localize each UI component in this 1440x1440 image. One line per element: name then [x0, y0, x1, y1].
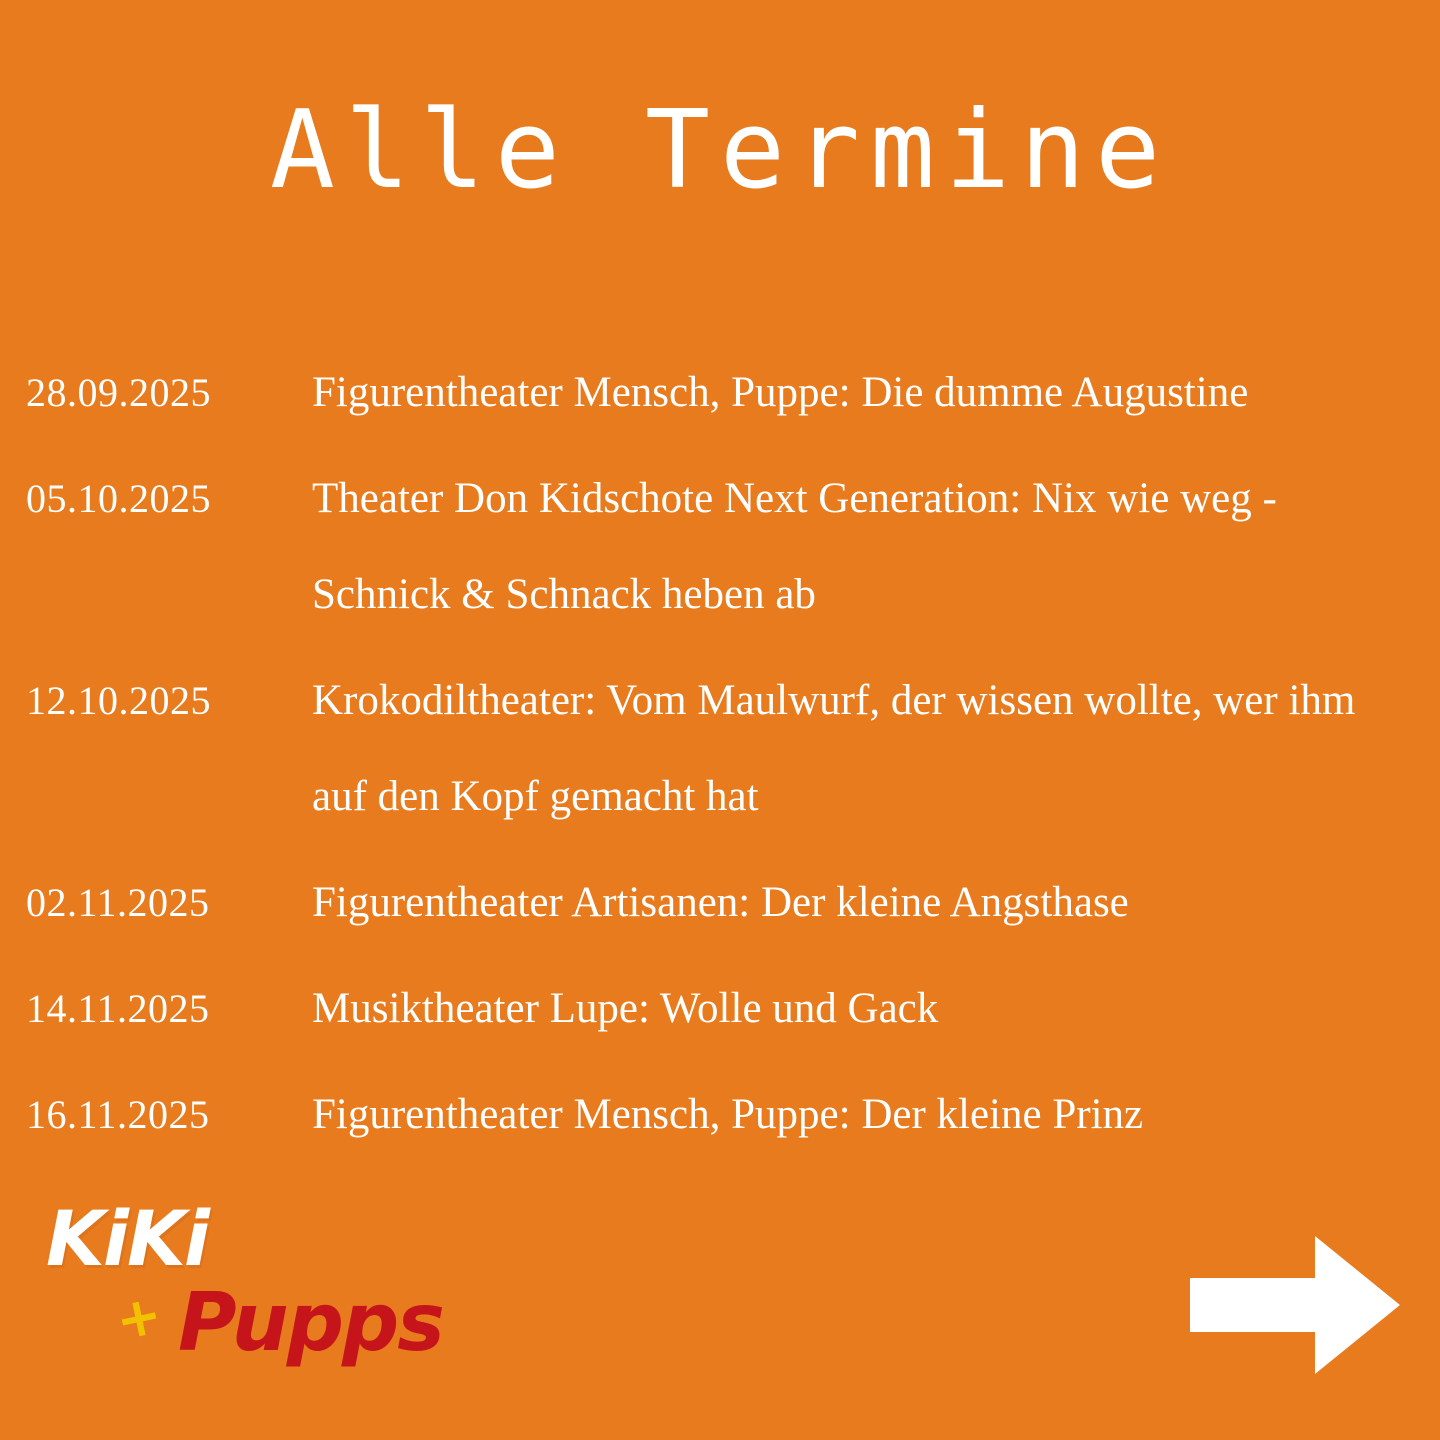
event-date: 05.10.2025	[26, 476, 211, 521]
event-title: Theater Don Kidschote Next Generation: Nix wie weg - Schnick & Schnack heben ab	[312, 475, 1277, 618]
list-item	[26, 345, 1416, 441]
logo-word-pupps: Pupps	[178, 1276, 443, 1369]
arrow-right-icon[interactable]	[1190, 1230, 1400, 1380]
event-schedule-list	[26, 345, 1416, 1173]
list-item	[26, 451, 1416, 643]
event-title: Figurentheater Mensch, Puppe: Der kleine Prinz	[312, 1091, 1144, 1138]
brand-logo	[28, 1188, 478, 1398]
event-date: 14.11.2025	[26, 986, 210, 1031]
event-date: 16.11.2025	[26, 1092, 210, 1137]
event-title: Krokodiltheater: Vom Maulwurf, der wissen wollte, wer ihm auf den Kopf gemacht hat	[312, 677, 1356, 820]
logo-word-kiki: KiKi	[46, 1194, 208, 1283]
list-item	[26, 653, 1416, 845]
event-date: 28.09.2025	[26, 370, 211, 415]
list-item	[26, 1067, 1416, 1163]
page-title: Alle Termine	[269, 88, 1171, 213]
event-date: 12.10.2025	[26, 678, 211, 723]
logo-plus-icon: +	[109, 1281, 168, 1354]
event-title: Musiktheater Lupe: Wolle und Gack	[312, 985, 939, 1032]
event-date: 02.11.2025	[26, 880, 210, 925]
event-title: Figurentheater Mensch, Puppe: Die dumme Augustine	[312, 369, 1249, 416]
list-item	[26, 855, 1416, 951]
event-title: Figurentheater Artisanen: Der kleine Angsthase	[312, 879, 1129, 926]
list-item	[26, 961, 1416, 1057]
